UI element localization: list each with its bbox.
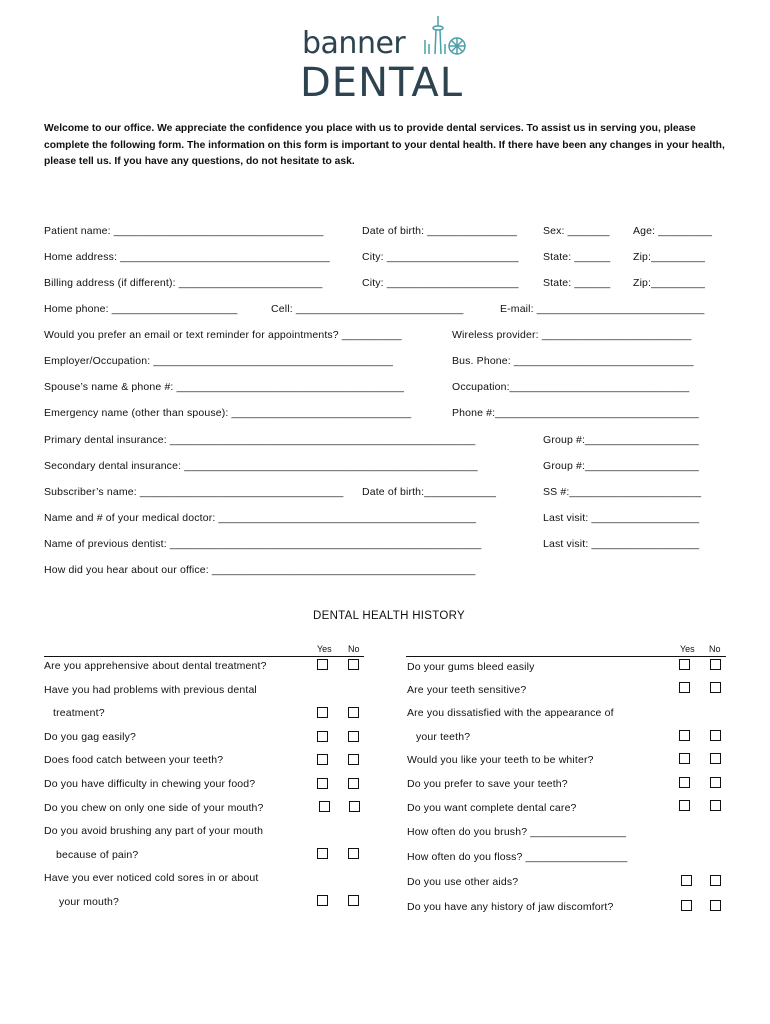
gag-yes-checkbox[interactable] <box>317 731 328 742</box>
emergency-phone-field[interactable]: Phone #:__________________________________ <box>452 407 699 419</box>
other-aids-yes-checkbox[interactable] <box>681 875 692 886</box>
bus-phone-field[interactable]: Bus. Phone: ______________________________ <box>452 355 694 367</box>
question-appearance-cont: your teeth? <box>416 731 471 743</box>
home-phone-field[interactable]: Home phone: _____________________ <box>44 303 238 315</box>
logo-text-banner: banner <box>302 26 406 61</box>
left-yes-header: Yes <box>317 644 332 654</box>
age-field[interactable]: Age: _________ <box>633 225 713 237</box>
right-divider <box>406 656 726 657</box>
billing-state-field[interactable]: State: ______ <box>543 277 611 289</box>
question-food-catch: Does food catch between your teeth? <box>44 754 224 766</box>
one-side-no-checkbox[interactable] <box>349 801 360 812</box>
question-one-side: Do you chew on only one side of your mouth? <box>44 802 264 814</box>
secondary-insurance-field[interactable]: Secondary dental insurance: _________________________________________________ <box>44 460 478 472</box>
previous-problems-yes-checkbox[interactable] <box>317 707 328 718</box>
logo-text-dental: DENTAL <box>300 60 463 106</box>
section-title: DENTAL HEALTH HISTORY <box>313 610 465 622</box>
previous-problems-no-checkbox[interactable] <box>348 707 359 718</box>
complete-care-no-checkbox[interactable] <box>710 800 721 811</box>
appearance-no-checkbox[interactable] <box>710 730 721 741</box>
food-catch-no-checkbox[interactable] <box>348 754 359 765</box>
sensitive-no-checkbox[interactable] <box>710 682 721 693</box>
zip-field[interactable]: Zip:_________ <box>633 251 706 263</box>
wireless-provider-field[interactable]: Wireless provider: _________________________ <box>452 329 692 341</box>
whiter-yes-checkbox[interactable] <box>679 753 690 764</box>
employer-field[interactable]: Employer/Occupation: ________________________________________ <box>44 355 393 367</box>
subscriber-name-field[interactable]: Subscriber’s name: __________________________________ <box>44 486 344 498</box>
question-other-aids: Do you use other aids? <box>407 876 519 888</box>
question-previous-problems: Have you had problems with previous dental <box>44 684 257 696</box>
state-field[interactable]: State: ______ <box>543 251 611 263</box>
question-cold-sores-cont: your mouth? <box>59 896 120 908</box>
chewing-yes-checkbox[interactable] <box>317 778 328 789</box>
avoid-brushing-yes-checkbox[interactable] <box>317 848 328 859</box>
question-floss-frequency[interactable]: How often do you floss? _________________ <box>407 851 628 863</box>
question-save-teeth: Do you prefer to save your teeth? <box>407 778 568 790</box>
reminder-field[interactable]: Would you prefer an email or text reminder for appointments? __________ <box>44 329 402 341</box>
question-gag: Do you gag easily? <box>44 731 137 743</box>
primary-insurance-field[interactable]: Primary dental insurance: ___________________________________________________ <box>44 434 476 446</box>
left-no-header: No <box>348 644 360 654</box>
other-aids-no-checkbox[interactable] <box>710 875 721 886</box>
sensitive-yes-checkbox[interactable] <box>679 682 690 693</box>
chewing-no-checkbox[interactable] <box>348 778 359 789</box>
email-field[interactable]: E-mail: ____________________________ <box>500 303 705 315</box>
billing-address-field[interactable]: Billing address (if different): ________________________ <box>44 277 323 289</box>
apprehensive-no-checkbox[interactable] <box>348 659 359 670</box>
whiter-no-checkbox[interactable] <box>710 753 721 764</box>
right-no-header: No <box>709 644 721 654</box>
ss-field[interactable]: SS #:______________________ <box>543 486 702 498</box>
save-teeth-yes-checkbox[interactable] <box>679 777 690 788</box>
spouse-field[interactable]: Spouse’s name & phone #: ______________________________________ <box>44 381 405 393</box>
question-complete-care: Do you want complete dental care? <box>407 802 577 814</box>
seattle-skyline-logo-icon <box>405 14 475 64</box>
occupation-field[interactable]: Occupation:______________________________ <box>452 381 690 393</box>
cold-sores-yes-checkbox[interactable] <box>317 895 328 906</box>
doctor-last-visit-field[interactable]: Last visit: __________________ <box>543 512 700 524</box>
gag-no-checkbox[interactable] <box>348 731 359 742</box>
avoid-brushing-no-checkbox[interactable] <box>348 848 359 859</box>
secondary-group-field[interactable]: Group #:___________________ <box>543 460 699 472</box>
jaw-discomfort-no-checkbox[interactable] <box>710 900 721 911</box>
question-cold-sores: Have you ever noticed cold sores in or about <box>44 872 259 884</box>
question-avoid-brushing-cont: because of pain? <box>56 849 139 861</box>
question-apprehensive: Are you apprehensive about dental treatment? <box>44 660 267 672</box>
question-sensitive: Are your teeth sensitive? <box>407 684 527 696</box>
home-address-field[interactable]: Home address: ___________________________________ <box>44 251 330 263</box>
appearance-yes-checkbox[interactable] <box>679 730 690 741</box>
cell-field[interactable]: Cell: ____________________________ <box>271 303 464 315</box>
sex-field[interactable]: Sex: _______ <box>543 225 610 237</box>
left-divider <box>44 656 364 657</box>
right-yes-header: Yes <box>680 644 695 654</box>
subscriber-dob-field[interactable]: Date of birth:____________ <box>362 486 497 498</box>
question-brush-frequency[interactable]: How often do you brush? ________________ <box>407 826 627 838</box>
billing-zip-field[interactable]: Zip:_________ <box>633 277 706 289</box>
question-previous-problems-cont: treatment? <box>53 707 105 719</box>
patient-name-field[interactable]: Patient name: ___________________________________ <box>44 225 324 237</box>
question-avoid-brushing: Do you avoid brushing any part of your mouth <box>44 825 264 837</box>
dob-field[interactable]: Date of birth: _______________ <box>362 225 518 237</box>
question-jaw-discomfort: Do you have any history of jaw discomfort? <box>407 901 614 913</box>
complete-care-yes-checkbox[interactable] <box>679 800 690 811</box>
intro-paragraph: Welcome to our office. We appreciate the confidence you place with us to provide dental services. To assist us in serving you, please complete the following form. The information on this form is important to your dental health. If there have been any changes in your health, please tell us. If you have any questions, do not hesitate to ask. <box>44 123 725 167</box>
emergency-name-field[interactable]: Emergency name (other than spouse): ______________________________ <box>44 407 412 419</box>
billing-city-field[interactable]: City: ______________________ <box>362 277 519 289</box>
question-whiter: Would you like your teeth to be whiter? <box>407 754 594 766</box>
referral-source-field[interactable]: How did you hear about our office: ____________________________________________ <box>44 564 476 576</box>
dentist-last-visit-field[interactable]: Last visit: __________________ <box>543 538 700 550</box>
question-chewing: Do you have difficulty in chewing your food? <box>44 778 256 790</box>
jaw-discomfort-yes-checkbox[interactable] <box>681 900 692 911</box>
primary-group-field[interactable]: Group #:___________________ <box>543 434 699 446</box>
city-field[interactable]: City: ______________________ <box>362 251 519 263</box>
food-catch-yes-checkbox[interactable] <box>317 754 328 765</box>
medical-doctor-field[interactable]: Name and # of your medical doctor: ___________________________________________ <box>44 512 477 524</box>
one-side-yes-checkbox[interactable] <box>319 801 330 812</box>
cold-sores-no-checkbox[interactable] <box>348 895 359 906</box>
question-appearance: Are you dissatisfied with the appearance of <box>407 707 614 719</box>
save-teeth-no-checkbox[interactable] <box>710 777 721 788</box>
previous-dentist-field[interactable]: Name of previous dentist: ____________________________________________________ <box>44 538 482 550</box>
apprehensive-yes-checkbox[interactable] <box>317 659 328 670</box>
gums-bleed-no-checkbox[interactable] <box>710 659 721 670</box>
gums-bleed-yes-checkbox[interactable] <box>679 659 690 670</box>
question-gums-bleed: Do your gums bleed easily <box>407 661 535 673</box>
